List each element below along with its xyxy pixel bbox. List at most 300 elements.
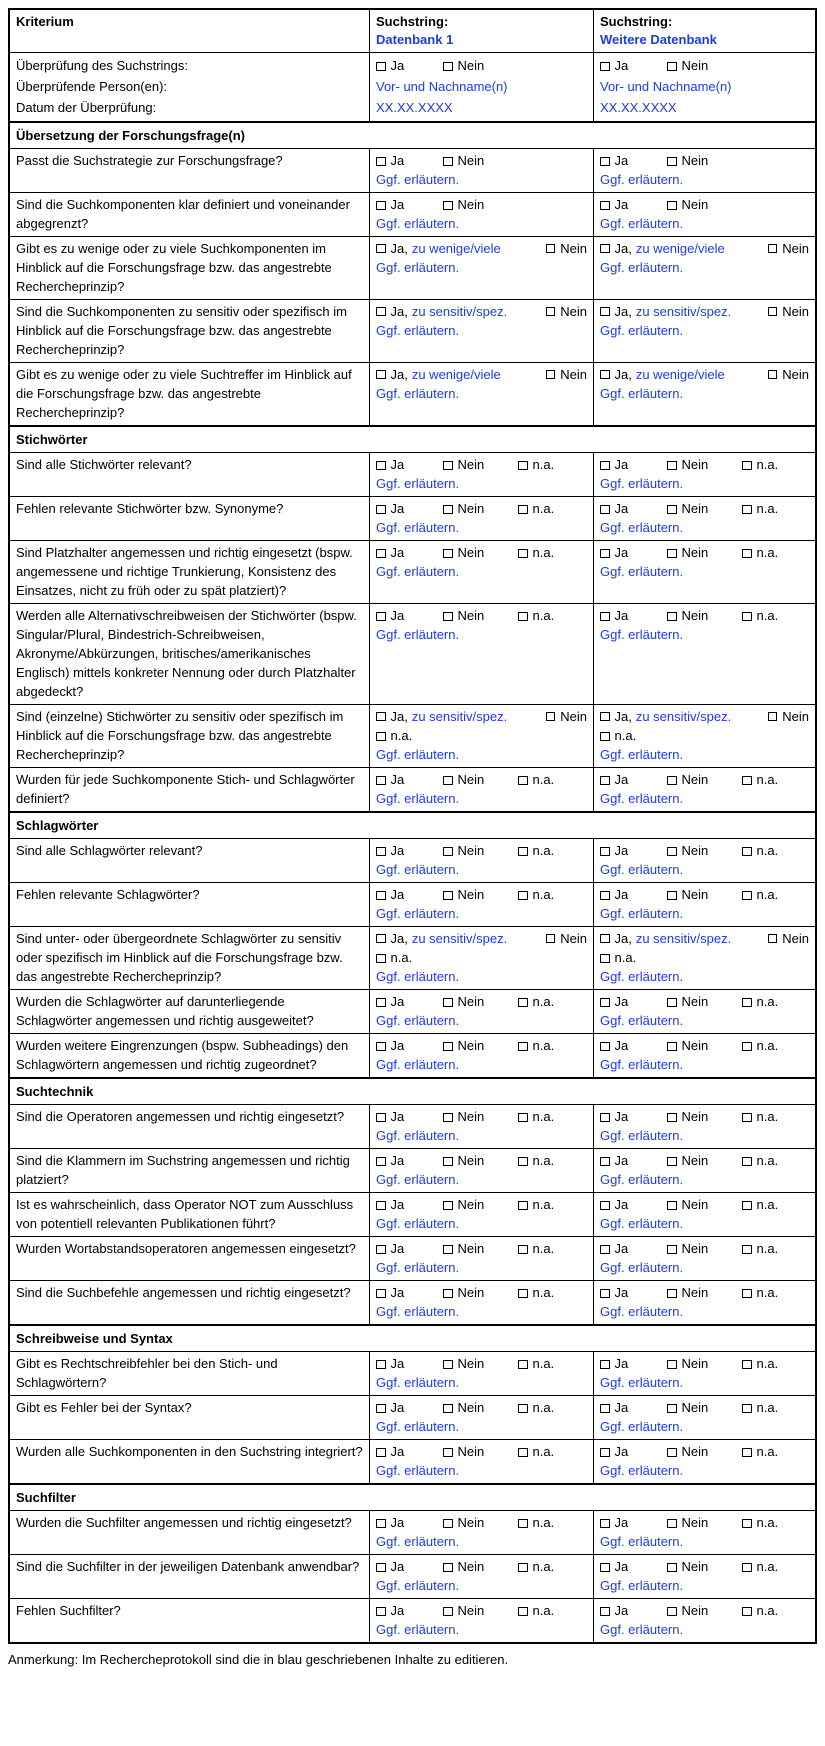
explain-placeholder[interactable]: Ggf. erläutern.: [600, 1013, 684, 1028]
checkbox-nein[interactable]: [667, 1201, 677, 1211]
option-na: [518, 841, 554, 860]
checkbox-na[interactable]: [518, 612, 528, 622]
checkbox-ja[interactable]: [376, 157, 386, 167]
explain-placeholder[interactable]: Ggf. erläutern.: [376, 1375, 460, 1390]
blue-option-text[interactable]: zu wenige/viele: [411, 367, 501, 382]
checkbox-ja[interactable]: [600, 712, 610, 722]
option-nein: [667, 1151, 742, 1170]
explain-placeholder[interactable]: Ggf. erläutern.: [600, 1375, 684, 1390]
date-placeholder[interactable]: XX.XX.XXXX: [376, 100, 453, 115]
explain-placeholder[interactable]: Ggf. erläutern.: [600, 969, 684, 984]
blue-option-text[interactable]: zu sensitiv/spez.: [411, 931, 508, 946]
checkbox-ja[interactable]: [600, 157, 610, 167]
option-label: Ja: [390, 887, 405, 902]
explain-placeholder[interactable]: Ggf. erläutern.: [376, 260, 460, 275]
checkbox-nein[interactable]: [667, 1042, 677, 1052]
answer-cell-db1: [369, 1396, 593, 1439]
blue-option-text[interactable]: zu sensitiv/spez.: [411, 709, 508, 724]
checkbox-na[interactable]: [518, 1448, 528, 1458]
explain-placeholder[interactable]: Ggf. erläutern.: [376, 747, 460, 762]
explain-placeholder[interactable]: Ggf. erläutern.: [376, 172, 460, 187]
checkbox-na[interactable]: [518, 1563, 528, 1573]
checkbox-ja[interactable]: [376, 712, 386, 722]
option-label: Nein: [560, 709, 587, 724]
checkbox-na[interactable]: [742, 776, 752, 786]
criterion-question: Wurden alle Suchkomponenten in den Suchstring integriert?: [16, 1444, 363, 1459]
answer-cell-db1: [369, 363, 593, 425]
answer-cell-db2: [593, 1396, 815, 1439]
option-label: Nein: [457, 772, 485, 787]
criterion-row: [10, 299, 815, 362]
blue-option-text[interactable]: zu wenige/viele: [411, 241, 501, 256]
criterion-row: [10, 236, 815, 299]
option-label: Ja: [390, 1603, 405, 1618]
explain-placeholder[interactable]: Ggf. erläutern.: [600, 1216, 684, 1231]
checkbox-na[interactable]: [742, 549, 752, 559]
explain-placeholder[interactable]: Ggf. erläutern.: [376, 520, 460, 535]
database-name-1[interactable]: Datenbank 1: [376, 32, 454, 47]
option-nein: [667, 195, 742, 214]
checkbox-nein[interactable]: [667, 1289, 677, 1299]
checkbox-nein[interactable]: [443, 157, 453, 167]
checkbox-nein[interactable]: [768, 307, 778, 317]
checkbox-ja[interactable]: [376, 891, 386, 901]
answer-options: [376, 55, 587, 76]
checkbox-nein[interactable]: [443, 1042, 453, 1052]
checkbox-ja[interactable]: [600, 1113, 610, 1123]
checkbox-ja[interactable]: [600, 1157, 610, 1167]
option-label: Ja: [614, 1356, 629, 1371]
checkbox-ja[interactable]: [600, 1563, 610, 1573]
option-na: [518, 885, 554, 904]
name-placeholder[interactable]: Vor- und Nachname(n): [600, 79, 732, 94]
checkbox-nein[interactable]: [443, 1404, 453, 1414]
checkbox-nein[interactable]: [667, 1448, 677, 1458]
answer-cell-db1: [369, 1149, 593, 1192]
explain-placeholder[interactable]: Ggf. erläutern.: [600, 862, 684, 877]
explain-placeholder[interactable]: Ggf. erläutern.: [600, 1534, 684, 1549]
option-ja: [600, 1239, 667, 1258]
checkbox-nein[interactable]: [667, 1157, 677, 1167]
explain-placeholder[interactable]: Ggf. erläutern.: [376, 564, 460, 579]
explain-placeholder[interactable]: Ggf. erläutern.: [376, 1622, 460, 1637]
checkbox-na[interactable]: [742, 1113, 752, 1123]
checkbox-nein[interactable]: [546, 712, 556, 722]
option-label: Nein: [457, 1515, 485, 1530]
checkbox-nein[interactable]: [667, 612, 677, 622]
checkbox-nein[interactable]: [667, 1519, 677, 1529]
option-label: Ja: [614, 1197, 629, 1212]
checkbox-nein[interactable]: [667, 157, 677, 167]
checkbox-ja[interactable]: [600, 1042, 610, 1052]
checkbox-ja[interactable]: [600, 201, 610, 211]
answer-options: [376, 455, 587, 474]
checkbox-na[interactable]: [518, 1245, 528, 1255]
checkbox-ja[interactable]: [600, 370, 610, 380]
option-label: n.a.: [532, 501, 555, 516]
checkbox-nein[interactable]: [768, 244, 778, 254]
answer-options: [600, 302, 809, 321]
checkbox-na[interactable]: [742, 1157, 752, 1167]
explain-placeholder[interactable]: Ggf. erläutern.: [376, 1419, 460, 1434]
explain-placeholder[interactable]: Ggf. erläutern.: [600, 386, 684, 401]
checkbox-na[interactable]: [742, 505, 752, 515]
checkbox-nein[interactable]: [546, 370, 556, 380]
checkbox-nein[interactable]: [443, 1245, 453, 1255]
option-label: Ja: [614, 1603, 629, 1618]
option-nein: [667, 1557, 742, 1576]
checkbox-nein[interactable]: [443, 549, 453, 559]
checkbox-ja[interactable]: [600, 776, 610, 786]
checkbox-nein[interactable]: [443, 1157, 453, 1167]
checkbox-na[interactable]: [742, 891, 752, 901]
checkbox-nein[interactable]: [443, 1519, 453, 1529]
explain-placeholder[interactable]: Ggf. erläutern.: [600, 906, 684, 921]
answer-options: [376, 195, 587, 214]
explain-placeholder[interactable]: Ggf. erläutern.: [600, 791, 684, 806]
option-label: n.a.: [532, 843, 555, 858]
checkbox-ja[interactable]: [376, 1113, 386, 1123]
checkbox-na[interactable]: [600, 732, 610, 742]
explain-placeholder[interactable]: Ggf. erläutern.: [600, 1304, 684, 1319]
checkbox-na[interactable]: [376, 732, 386, 742]
checkbox-na[interactable]: [518, 1157, 528, 1167]
checkbox-na[interactable]: [518, 891, 528, 901]
checkbox-nein[interactable]: [667, 1563, 677, 1573]
checkbox-nein[interactable]: [443, 776, 453, 786]
option-nein: [667, 151, 742, 170]
criterion-question: Werden alle Alternativschreibweisen der Stichwörter (bspw. Singular/Plural, Bindestrich-Schreibweisen, Akronyme/Abkürzungen, britisches/amerikanisches Englisch) mittels konkreter Nennung oder durch Platzhalter abgedeckt?: [16, 608, 357, 699]
checkbox-nein[interactable]: [667, 62, 677, 72]
checkbox-na[interactable]: [742, 1448, 752, 1458]
option-nein: [443, 885, 518, 904]
checkbox-ja[interactable]: [376, 1042, 386, 1052]
checkbox-ja[interactable]: [376, 461, 386, 471]
checkbox-nein[interactable]: [667, 1245, 677, 1255]
answer-cell-db1: [369, 149, 593, 192]
checkbox-nein[interactable]: [667, 1607, 677, 1617]
checkbox-ja[interactable]: [376, 1404, 386, 1414]
checkbox-ja[interactable]: [600, 461, 610, 471]
checkbox-na[interactable]: [742, 1289, 752, 1299]
checkbox-nein[interactable]: [443, 1360, 453, 1370]
checkbox-nein[interactable]: [667, 1360, 677, 1370]
explain-placeholder[interactable]: Ggf. erläutern.: [376, 906, 460, 921]
checkbox-na[interactable]: [742, 1360, 752, 1370]
checkbox-ja[interactable]: [376, 1519, 386, 1529]
option-ja: [600, 1513, 667, 1532]
answer-cell-db1: [369, 1440, 593, 1483]
checkbox-ja[interactable]: [376, 201, 386, 211]
explain-placeholder[interactable]: Ggf. erläutern.: [600, 1419, 684, 1434]
checkbox-ja[interactable]: [376, 998, 386, 1008]
option-nein: [443, 1557, 518, 1576]
checkbox-nein[interactable]: [443, 891, 453, 901]
checkbox-nein[interactable]: [667, 776, 677, 786]
checkbox-ja[interactable]: [376, 505, 386, 515]
checkbox-ja[interactable]: [376, 1563, 386, 1573]
checkbox-nein[interactable]: [443, 1113, 453, 1123]
answer-cell-db1: [369, 453, 593, 496]
checkbox-ja[interactable]: [376, 1245, 386, 1255]
checkbox-nein[interactable]: [667, 1113, 677, 1123]
explain-placeholder[interactable]: Ggf. erläutern.: [600, 1057, 684, 1072]
checkbox-nein[interactable]: [443, 461, 453, 471]
explain-placeholder[interactable]: Ggf. erläutern.: [376, 969, 460, 984]
criterion-row: [10, 1510, 815, 1554]
explain-placeholder[interactable]: Ggf. erläutern.: [376, 791, 460, 806]
checkbox-ja[interactable]: [376, 244, 386, 254]
checkbox-na[interactable]: [518, 1201, 528, 1211]
criterion-question: Sind unter- oder übergeordnete Schlagwörter zu sensitiv oder spezifisch im Hinblick auf die Forschungsfrage bzw. das angestrebte Rechercheprinzip?: [16, 931, 343, 984]
explain-placeholder[interactable]: Ggf. erläutern.: [600, 1578, 684, 1593]
checkbox-nein[interactable]: [443, 847, 453, 857]
checkbox-nein[interactable]: [443, 998, 453, 1008]
checkbox-nein[interactable]: [667, 1404, 677, 1414]
checkbox-nein[interactable]: [768, 370, 778, 380]
checkbox-na[interactable]: [742, 612, 752, 622]
explain-placeholder[interactable]: Ggf. erläutern.: [376, 1578, 460, 1593]
explain-placeholder[interactable]: Ggf. erläutern.: [376, 1463, 460, 1478]
checkbox-na[interactable]: [742, 1404, 752, 1414]
footnote: Anmerkung: Im Rechercheprotokoll sind die in blau geschriebenen Inhalte zu editieren.: [8, 1652, 509, 1667]
checkbox-nein[interactable]: [667, 891, 677, 901]
option-label: n.a.: [532, 1444, 555, 1459]
checkbox-na[interactable]: [742, 1519, 752, 1529]
checkbox-na[interactable]: [742, 1245, 752, 1255]
explain-placeholder[interactable]: Ggf. erläutern.: [376, 1534, 460, 1549]
checkbox-nein[interactable]: [443, 1201, 453, 1211]
checkbox-ja[interactable]: [600, 847, 610, 857]
option-label: Nein: [681, 1515, 709, 1530]
checkbox-nein[interactable]: [667, 505, 677, 515]
explain-placeholder[interactable]: Ggf. erläutern.: [600, 1463, 684, 1478]
explain-placeholder[interactable]: Ggf. erläutern.: [376, 1013, 460, 1028]
option-label: Ja: [390, 772, 405, 787]
explain-placeholder[interactable]: Ggf. erläutern.: [376, 323, 460, 338]
checkbox-ja[interactable]: [376, 934, 386, 944]
checkbox-nein[interactable]: [443, 1607, 453, 1617]
explain-placeholder[interactable]: Ggf. erläutern.: [600, 520, 684, 535]
explain-placeholder[interactable]: Ggf. erläutern.: [600, 1260, 684, 1275]
checkbox-ja[interactable]: [600, 1245, 610, 1255]
explain-placeholder[interactable]: Ggf. erläutern.: [376, 1216, 460, 1231]
checkbox-na[interactable]: [742, 1201, 752, 1211]
explain-placeholder[interactable]: Ggf. erläutern.: [376, 1304, 460, 1319]
option-na: [742, 1107, 778, 1126]
explain-placeholder[interactable]: Ggf. erläutern.: [600, 476, 684, 491]
checkbox-ja[interactable]: [376, 1448, 386, 1458]
explain-placeholder[interactable]: Ggf. erläutern.: [376, 216, 460, 231]
option-label: n.a.: [614, 728, 637, 743]
answer-options: [600, 365, 809, 384]
option-label: Nein: [681, 843, 709, 858]
checkbox-nein[interactable]: [667, 201, 677, 211]
answer-options: [600, 606, 809, 625]
checkbox-ja[interactable]: [600, 612, 610, 622]
criterion-row: [10, 1395, 815, 1439]
checkbox-na[interactable]: [518, 1607, 528, 1617]
explain-placeholder[interactable]: Ggf. erläutern.: [600, 747, 684, 762]
checkbox-ja[interactable]: [376, 776, 386, 786]
blue-option-text[interactable]: zu sensitiv/spez.: [635, 304, 732, 319]
checkbox-na[interactable]: [518, 1289, 528, 1299]
checkbox-ja[interactable]: [600, 62, 610, 72]
checkbox-nein[interactable]: [768, 712, 778, 722]
criterion-row: [10, 1104, 815, 1148]
checkbox-na[interactable]: [518, 1113, 528, 1123]
checkbox-ja[interactable]: [376, 62, 386, 72]
checkbox-ja[interactable]: [600, 307, 610, 317]
checkbox-na[interactable]: [600, 954, 610, 964]
checkbox-ja[interactable]: [376, 1157, 386, 1167]
checkbox-nein[interactable]: [768, 934, 778, 944]
option-nein: [443, 1283, 518, 1302]
explain-placeholder[interactable]: Ggf. erläutern.: [376, 627, 460, 642]
checkbox-ja[interactable]: [600, 891, 610, 901]
option-label: Ja: [390, 1515, 405, 1530]
explain-placeholder[interactable]: Ggf. erläutern.: [600, 216, 684, 231]
answer-options: [376, 1354, 587, 1373]
option-label: Nein: [681, 153, 709, 168]
checkbox-na[interactable]: [742, 847, 752, 857]
answer-options: [600, 1239, 809, 1258]
checkbox-na[interactable]: [742, 1607, 752, 1617]
checkbox-nein[interactable]: [443, 1289, 453, 1299]
name-placeholder[interactable]: Vor- und Nachname(n): [376, 79, 508, 94]
checkbox-na[interactable]: [518, 1360, 528, 1370]
blue-option-text[interactable]: zu sensitiv/spez.: [411, 304, 508, 319]
option-label: Ja: [390, 58, 405, 73]
checkbox-na[interactable]: [742, 1042, 752, 1052]
criterion-row: [10, 1554, 815, 1598]
checkbox-ja[interactable]: [600, 1360, 610, 1370]
option-label: Nein: [782, 241, 809, 256]
option-label: n.a.: [756, 545, 779, 560]
checkbox-na[interactable]: [518, 998, 528, 1008]
checkbox-nein[interactable]: [546, 934, 556, 944]
explain-placeholder[interactable]: Ggf. erläutern.: [600, 564, 684, 579]
explain-placeholder[interactable]: Ggf. erläutern.: [600, 1622, 684, 1637]
checkbox-ja[interactable]: [600, 549, 610, 559]
checkbox-ja[interactable]: [376, 1289, 386, 1299]
option-ja: [600, 1398, 667, 1417]
option-na: [518, 1398, 554, 1417]
checkbox-ja[interactable]: [376, 612, 386, 622]
checkbox-ja[interactable]: [600, 1519, 610, 1529]
checkbox-na[interactable]: [376, 954, 386, 964]
blue-option-text[interactable]: zu wenige/viele: [635, 367, 725, 382]
answer-cell-db2: [593, 1440, 815, 1483]
checkbox-nein[interactable]: [546, 244, 556, 254]
answer-options: [600, 1513, 809, 1532]
checkbox-nein[interactable]: [443, 62, 453, 72]
checkbox-nein[interactable]: [443, 1448, 453, 1458]
checkbox-nein[interactable]: [667, 998, 677, 1008]
checkbox-na[interactable]: [518, 549, 528, 559]
checkbox-ja[interactable]: [600, 1201, 610, 1211]
blue-option-text[interactable]: zu wenige/viele: [635, 241, 725, 256]
checkbox-nein[interactable]: [443, 612, 453, 622]
date-placeholder[interactable]: XX.XX.XXXX: [600, 100, 677, 115]
checkbox-ja[interactable]: [600, 1404, 610, 1414]
checkbox-nein[interactable]: [443, 1563, 453, 1573]
explain-placeholder[interactable]: Ggf. erläutern.: [376, 1260, 460, 1275]
explain-placeholder[interactable]: Ggf. erläutern.: [376, 1057, 460, 1072]
explain-placeholder[interactable]: Ggf. erläutern.: [600, 323, 684, 338]
checkbox-ja[interactable]: [600, 998, 610, 1008]
criterion-question: Passt die Suchstrategie zur Forschungsfrage?: [16, 153, 283, 168]
checkbox-na[interactable]: [518, 505, 528, 515]
checkbox-ja[interactable]: [600, 1289, 610, 1299]
answer-options: [376, 365, 587, 384]
answer-cell-db1: [369, 705, 593, 767]
explain-placeholder[interactable]: Ggf. erläutern.: [376, 1128, 460, 1143]
explain-placeholder[interactable]: Ggf. erläutern.: [376, 386, 460, 401]
answer-options: [376, 1557, 587, 1576]
checkbox-ja[interactable]: [376, 307, 386, 317]
checkbox-na[interactable]: [518, 776, 528, 786]
checkbox-na[interactable]: [518, 461, 528, 471]
checkbox-ja[interactable]: [376, 1201, 386, 1211]
explain-placeholder[interactable]: Ggf. erläutern.: [376, 862, 460, 877]
checkbox-ja[interactable]: [600, 934, 610, 944]
checkbox-ja[interactable]: [600, 244, 610, 254]
checkbox-ja[interactable]: [376, 847, 386, 857]
option-ja: [376, 1151, 443, 1170]
checkbox-nein[interactable]: [443, 505, 453, 515]
checkbox-na[interactable]: [518, 1042, 528, 1052]
blue-option-text[interactable]: zu sensitiv/spez.: [635, 709, 732, 724]
criterion-row: [10, 989, 815, 1033]
option-label: Nein: [782, 709, 809, 724]
checkbox-na[interactable]: [742, 1563, 752, 1573]
explain-placeholder[interactable]: Ggf. erläutern.: [376, 1172, 460, 1187]
answer-cell-db2: [593, 990, 815, 1033]
checkbox-na[interactable]: [742, 998, 752, 1008]
checkbox-nein[interactable]: [546, 307, 556, 317]
explain-placeholder[interactable]: Ggf. erläutern.: [376, 476, 460, 491]
checkbox-na[interactable]: [518, 1404, 528, 1414]
checkbox-ja[interactable]: [600, 505, 610, 515]
checkbox-ja[interactable]: [376, 549, 386, 559]
checkbox-nein[interactable]: [443, 201, 453, 211]
checkbox-na[interactable]: [518, 1519, 528, 1529]
option-nein: [667, 455, 742, 474]
checkbox-nein[interactable]: [667, 549, 677, 559]
checkbox-ja[interactable]: [376, 370, 386, 380]
explain-placeholder[interactable]: Ggf. erläutern.: [600, 1128, 684, 1143]
checkbox-na[interactable]: [742, 461, 752, 471]
checkbox-ja[interactable]: [376, 1607, 386, 1617]
checkbox-ja[interactable]: [600, 1607, 610, 1617]
option-na: [742, 499, 778, 518]
explain-placeholder[interactable]: Ggf. erläutern.: [600, 1172, 684, 1187]
checkbox-na[interactable]: [518, 847, 528, 857]
checkbox-ja[interactable]: [600, 1448, 610, 1458]
checkbox-nein[interactable]: [667, 461, 677, 471]
explain-placeholder[interactable]: Ggf. erläutern.: [600, 172, 684, 187]
checkbox-ja[interactable]: [376, 1360, 386, 1370]
database-name-2[interactable]: Weitere Datenbank: [600, 32, 717, 47]
explain-placeholder[interactable]: Ggf. erläutern.: [600, 627, 684, 642]
blue-option-text[interactable]: zu sensitiv/spez.: [635, 931, 732, 946]
option-nein: [667, 543, 742, 562]
meta-cell-db1: [369, 53, 593, 121]
meta-label-datum: Datum der Überprüfung:: [16, 100, 157, 115]
explain-placeholder[interactable]: Ggf. erläutern.: [600, 260, 684, 275]
checkbox-nein[interactable]: [667, 847, 677, 857]
